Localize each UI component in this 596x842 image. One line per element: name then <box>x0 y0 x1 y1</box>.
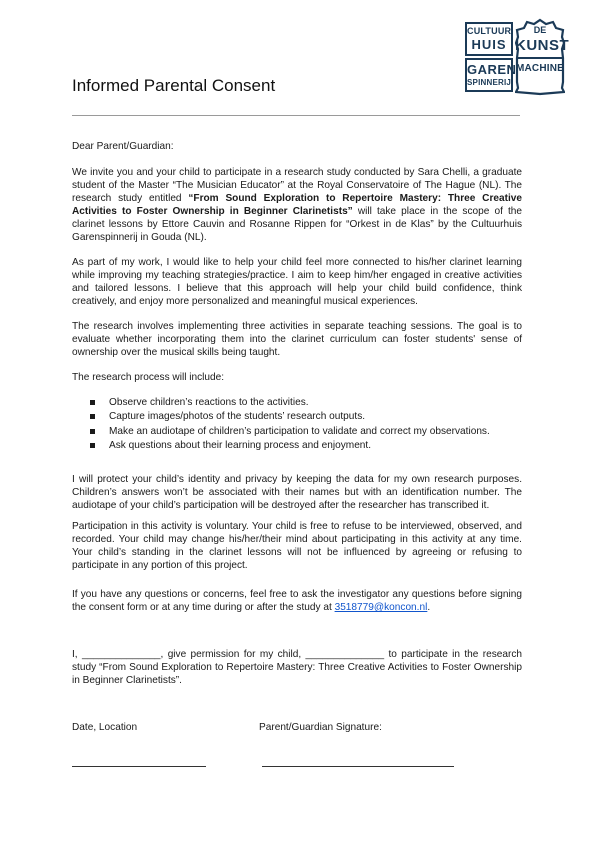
paragraph-privacy: I will protect your child’s identity and privacy by keeping the data for my own research purposes. Children’s answers won’t be associated with their names but with an identification number. The audiotape of your child’s participation will be destroyed after the researcher has transcribed it. <box>72 474 522 512</box>
logo-text: SPINNERIJ <box>467 78 512 87</box>
paragraph-process-intro: The research process will include: <box>72 372 225 383</box>
process-list <box>88 396 490 454</box>
title-divider <box>72 115 520 116</box>
paragraph-research: The research involves implementing three activities in separate teaching sessions. The goal is to evaluate whether incorporating them into the clarinet curriculum can foster students' sense of ownership over the musical skills being taught. <box>72 321 522 359</box>
cultuurhuis-logo <box>465 22 517 94</box>
logo-text: CULTUUR <box>467 26 512 36</box>
bullet-square-icon <box>90 443 95 448</box>
logo-text: KUNST <box>515 37 570 54</box>
kunstmachine-logo <box>515 18 570 96</box>
list-item: Ask questions about their learning process and enjoyment. <box>88 439 490 453</box>
logo-text: DE <box>533 25 547 35</box>
logo-text: HUIS <box>471 37 507 52</box>
salutation: Dear Parent/Guardian: <box>72 141 174 152</box>
list-item: Observe children’s reactions to the activities. <box>88 396 490 410</box>
logo-text: GAREN <box>467 62 517 77</box>
logo-text: MACHINE <box>515 63 565 74</box>
bullet-square-icon <box>90 414 95 419</box>
investigator-email-link[interactable]: 3518779@koncon.nl <box>334 602 428 614</box>
paragraph-permission: I, ______________, give permission for my child, ______________ to participate in the research study “From Sound Exploration to Repertoire Mastery: Three Creative Activities to Foster Ownership in Beginner Clarinetists”. <box>72 649 522 687</box>
paragraph-voluntary: Participation in this activity is voluntary. Your child is free to refuse to be interviewed, observed, and recorded. Your child may change his/her/their mind about participating in this activity at any time. Your child’s standing in the clarinet lessons will not be influenced by agreeing or refusing to participate in any portion of this project. <box>72 521 522 572</box>
bullet-square-icon <box>90 400 95 405</box>
paragraph-contact: If you have any questions or concerns, feel free to ask the investigator any questions before signing the consent form or at any time during or after the study at 3518779@koncon.nl. <box>72 589 522 614</box>
study-title: “From Sound Exploration to Repertoire Mastery: Three Creative Activities to Foster Ownership in Beginner Clarinetists” <box>72 193 523 218</box>
guardian-signature-label: Parent/Guardian Signature: <box>259 722 382 733</box>
list-item: Make an audiotape of children’s participation to validate and correct my observations. <box>88 425 490 439</box>
paragraph-invitation: We invite you and your child to participate in a research study conducted by Sara Chelli, a graduate student of the Master “The Musician Educator” at the Royal Conservatoire of The Hague (NL). The research study entitled “From Sound Exploration to Repertoire Mastery: Three Creative Activities to Foster Ownership in Beginner Clarinetists” will take place in the scope of the clarinet lessons by Ettore Cauvin and Rosanne Rippen for “Orkest in de Klas” by the Cultuurhuis Garenspinnerij in Gouda (NL). <box>72 167 523 244</box>
date-location-label: Date, Location <box>72 722 138 733</box>
list-item: Capture images/photos of the students’ research outputs. <box>88 410 490 424</box>
paragraph-purpose: As part of my work, I would like to help your child feel more connected to his/her clarinet learning while improving my teaching strategies/practice. I aim to keep him/her engaged in creative activities and tailored lessons. I believe that this approach will help your child build confidence, think creatively, and enjoy more personalized and meaningful musical experiences. <box>72 257 522 308</box>
page-title: Informed Parental Consent <box>72 76 276 95</box>
guardian-signature-field[interactable] <box>262 766 454 767</box>
bullet-square-icon <box>90 429 95 434</box>
date-location-field[interactable] <box>72 766 206 767</box>
